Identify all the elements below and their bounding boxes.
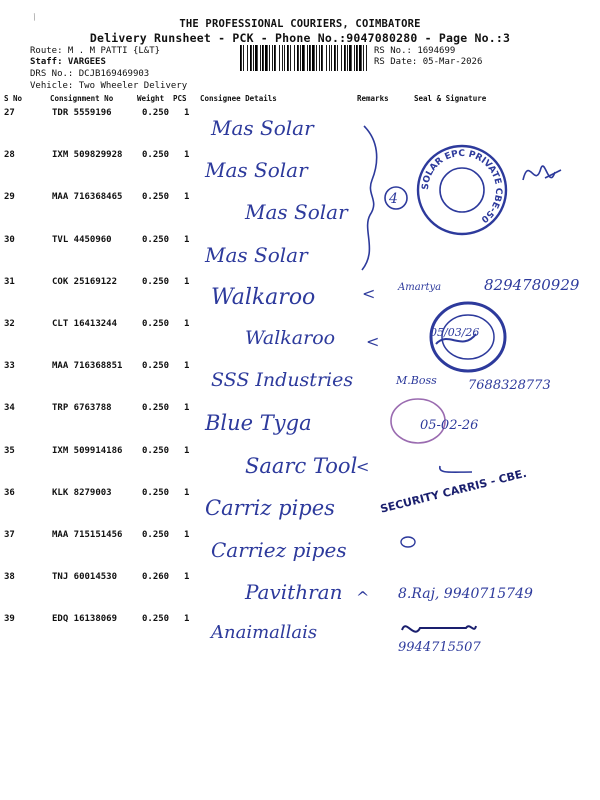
barcode-bar bbox=[356, 45, 358, 71]
row-consignment: EDQ 16138069 bbox=[52, 614, 118, 625]
row-pcs: 1 bbox=[184, 234, 190, 245]
signature-name-33: M.Boss bbox=[396, 374, 437, 387]
row-consignee-handwritten: Carriez pipes bbox=[211, 538, 347, 562]
row-pcs: 1 bbox=[184, 192, 190, 203]
barcode-bar bbox=[329, 45, 330, 71]
barcode-bar bbox=[344, 45, 346, 71]
col-sno: S No bbox=[4, 94, 23, 103]
row-sno: 34 bbox=[4, 403, 15, 414]
runsheet-subtitle: Delivery Runsheet - PCK - Phone No.:9047080280 - Page No.:3 bbox=[89, 31, 511, 45]
date-32: 05/03/26 bbox=[430, 326, 480, 339]
row-pcs: 1 bbox=[184, 361, 190, 372]
barcode-bar bbox=[287, 45, 289, 71]
signature-solar bbox=[515, 150, 565, 200]
row-consignment: TRP 6763788 bbox=[52, 403, 112, 414]
row-pcs: 1 bbox=[184, 276, 190, 287]
barcode-bar bbox=[247, 45, 248, 71]
row-pcs: 1 bbox=[184, 572, 190, 583]
barcode-bar bbox=[366, 45, 367, 71]
remark-tick-32: < bbox=[366, 332, 380, 351]
col-remarks: Remarks bbox=[357, 94, 389, 103]
barcode-bar bbox=[297, 45, 299, 71]
barcode-bar bbox=[349, 45, 352, 71]
phone-33: 7688328773 bbox=[468, 378, 551, 393]
row-consignee-handwritten: Mas Solar bbox=[205, 158, 308, 183]
row-consignment: IXM 509914186 bbox=[52, 445, 123, 456]
table-row bbox=[0, 315, 600, 357]
row-pcs: 1 bbox=[184, 150, 190, 161]
row-consignment: MAA 716368851 bbox=[52, 361, 123, 372]
col-seal: Seal & Signature bbox=[414, 94, 487, 103]
barcode-bar bbox=[272, 45, 273, 71]
row-consignee-handwritten: Pavithran bbox=[245, 580, 343, 605]
row-sno: 27 bbox=[4, 108, 15, 118]
rs-number: RS No.: 1694699 bbox=[374, 46, 456, 56]
row-consignee-handwritten: Anaimallais bbox=[211, 622, 318, 644]
row-consignee-handwritten: Saarc Tool bbox=[245, 453, 358, 478]
rs-date: RS Date: 05-Mar-2026 bbox=[374, 57, 483, 67]
col-weight: Weight bbox=[137, 94, 165, 103]
row-consignee-handwritten: SSS Industries bbox=[211, 369, 354, 392]
barcode-bar bbox=[363, 45, 364, 71]
row-pcs: 1 bbox=[184, 108, 190, 118]
barcode-bar bbox=[274, 45, 276, 71]
row-sno: 39 bbox=[4, 614, 15, 625]
row-consignee-handwritten: Mas Solar bbox=[205, 242, 308, 267]
security-carris-stamp: SECURITY CARRIS - CBE. bbox=[378, 466, 528, 516]
row-sno: 30 bbox=[4, 234, 15, 245]
barcode-bar bbox=[290, 45, 291, 71]
row-weight: 0.250 bbox=[142, 192, 170, 203]
row-consignment: TNJ 60014530 bbox=[52, 572, 118, 583]
table-row bbox=[0, 526, 600, 568]
row-consignee-handwritten: Mas Solar bbox=[211, 116, 314, 140]
barcode-bar bbox=[302, 45, 305, 71]
barcode-bar bbox=[312, 45, 315, 71]
barcode-bar bbox=[262, 45, 264, 71]
row-consignment: COK 25169122 bbox=[52, 276, 118, 287]
table-row bbox=[0, 610, 600, 652]
row-sno: 37 bbox=[4, 530, 15, 540]
signature-39 bbox=[396, 616, 480, 642]
solar-stamp-text: SOLAR EPC PRIVATE CBE-50 bbox=[420, 148, 504, 225]
scan-corner-mark: ⁄ bbox=[29, 11, 41, 24]
barcode-bar bbox=[334, 45, 336, 71]
row-pcs: 1 bbox=[184, 445, 190, 456]
remarks-brace-mark bbox=[350, 120, 410, 280]
staff-info: Staff: VARGEES bbox=[30, 57, 106, 67]
row-weight: 0.250 bbox=[142, 361, 170, 372]
barcode-bar bbox=[319, 45, 320, 71]
phone-38: 8.Raj, 9940715749 bbox=[398, 586, 533, 602]
row-consignment: TVL 4450960 bbox=[52, 234, 112, 245]
barcode-bar bbox=[347, 45, 348, 71]
barcode-bar bbox=[341, 45, 342, 71]
row-pcs: 1 bbox=[184, 530, 190, 540]
drs-number: DRS No.: DCJB169469903 bbox=[30, 69, 150, 79]
vehicle-info: Vehicle: Two Wheeler Delivery bbox=[30, 81, 188, 91]
col-consignee: Consignee Details bbox=[200, 94, 277, 103]
barcode-bar bbox=[359, 45, 362, 71]
row-sno: 32 bbox=[4, 319, 15, 329]
row-consignee-handwritten: Mas Solar bbox=[245, 200, 348, 225]
row-sno: 29 bbox=[4, 192, 15, 203]
row-sno: 28 bbox=[4, 150, 15, 161]
remark-tick-31: < bbox=[362, 284, 376, 303]
row-weight: 0.250 bbox=[142, 108, 170, 118]
barcode-bar bbox=[309, 45, 311, 71]
row-consignment: KLK 8279003 bbox=[52, 487, 112, 498]
barcode-bar bbox=[260, 45, 261, 71]
barcode-bar bbox=[282, 45, 283, 71]
row-consignment: MAA 716368465 bbox=[52, 192, 123, 203]
row-weight: 0.250 bbox=[142, 234, 170, 245]
row-pcs: 1 bbox=[184, 487, 190, 498]
row-weight: 0.250 bbox=[142, 150, 170, 161]
row-pcs: 1 bbox=[184, 403, 190, 414]
barcode-bar bbox=[240, 45, 242, 71]
signature-name-31: Amartya bbox=[398, 282, 442, 293]
row-sno: 33 bbox=[4, 361, 15, 372]
table-row bbox=[0, 484, 600, 526]
barcode-bar bbox=[250, 45, 252, 71]
barcode-bar bbox=[243, 45, 244, 71]
row-weight: 0.250 bbox=[142, 487, 170, 498]
row-consignee-handwritten: Carriz pipes bbox=[205, 495, 335, 520]
row-sno: 35 bbox=[4, 445, 15, 456]
phone-39: 9944715507 bbox=[398, 640, 481, 655]
column-headers bbox=[0, 94, 600, 104]
signature-37 bbox=[398, 534, 418, 550]
col-consignment: Consignment No bbox=[50, 94, 114, 103]
barcode-bar bbox=[255, 45, 258, 71]
barcode-bar bbox=[321, 45, 323, 71]
company-title: THE PROFESSIONAL COURIERS, COIMBATORE bbox=[179, 18, 421, 30]
row-sno: 31 bbox=[4, 276, 15, 287]
remark-tick-35: < bbox=[356, 457, 370, 476]
barcode-image bbox=[240, 45, 368, 71]
barcode-bar bbox=[284, 45, 285, 71]
solar-epc-stamp bbox=[412, 140, 512, 240]
row-sno: 38 bbox=[4, 572, 15, 583]
signature-35 bbox=[436, 462, 476, 476]
barcode-bar bbox=[269, 45, 270, 71]
remark-circle-number: 4 bbox=[389, 191, 398, 207]
barcode-bar bbox=[294, 45, 295, 71]
barcode-bar bbox=[265, 45, 268, 71]
row-consignment: CLT 16413244 bbox=[52, 319, 118, 329]
row-sno: 36 bbox=[4, 487, 15, 498]
row-consignee-handwritten: Blue Tyga bbox=[205, 411, 312, 436]
table-row bbox=[0, 399, 600, 441]
row-consignee-handwritten: Walkaroo bbox=[211, 284, 316, 310]
row-consignment: TDR 5559196 bbox=[52, 108, 112, 118]
row-consignment: MAA 715151456 bbox=[52, 530, 123, 540]
barcode-bar bbox=[326, 45, 327, 71]
barcode-bar bbox=[337, 45, 338, 71]
route-info: Route: M . M PATTI {L&T} bbox=[30, 46, 161, 56]
remark-tick-38: ^ bbox=[356, 588, 370, 607]
barcode-bar bbox=[331, 45, 332, 71]
row-weight: 0.250 bbox=[142, 530, 170, 540]
row-weight: 0.260 bbox=[142, 572, 170, 583]
date-34: 05-02-26 bbox=[420, 418, 479, 433]
row-weight: 0.250 bbox=[142, 319, 170, 329]
barcode-bar bbox=[253, 45, 254, 71]
row-weight: 0.250 bbox=[142, 445, 170, 456]
barcode-bar bbox=[279, 45, 280, 71]
row-weight: 0.250 bbox=[142, 403, 170, 414]
row-consignment: IXM 509829928 bbox=[52, 150, 123, 161]
row-weight: 0.250 bbox=[142, 276, 170, 287]
col-pcs: PCS bbox=[173, 94, 187, 103]
row-consignee-handwritten: Walkaroo bbox=[245, 327, 336, 349]
row-weight: 0.250 bbox=[142, 614, 170, 625]
barcode-bar bbox=[300, 45, 301, 71]
row-pcs: 1 bbox=[184, 614, 190, 625]
row-pcs: 1 bbox=[184, 319, 190, 329]
barcode-bar bbox=[354, 45, 355, 71]
barcode-bar bbox=[316, 45, 317, 71]
phone-31: 8294780929 bbox=[484, 276, 580, 294]
barcode-bar bbox=[307, 45, 308, 71]
